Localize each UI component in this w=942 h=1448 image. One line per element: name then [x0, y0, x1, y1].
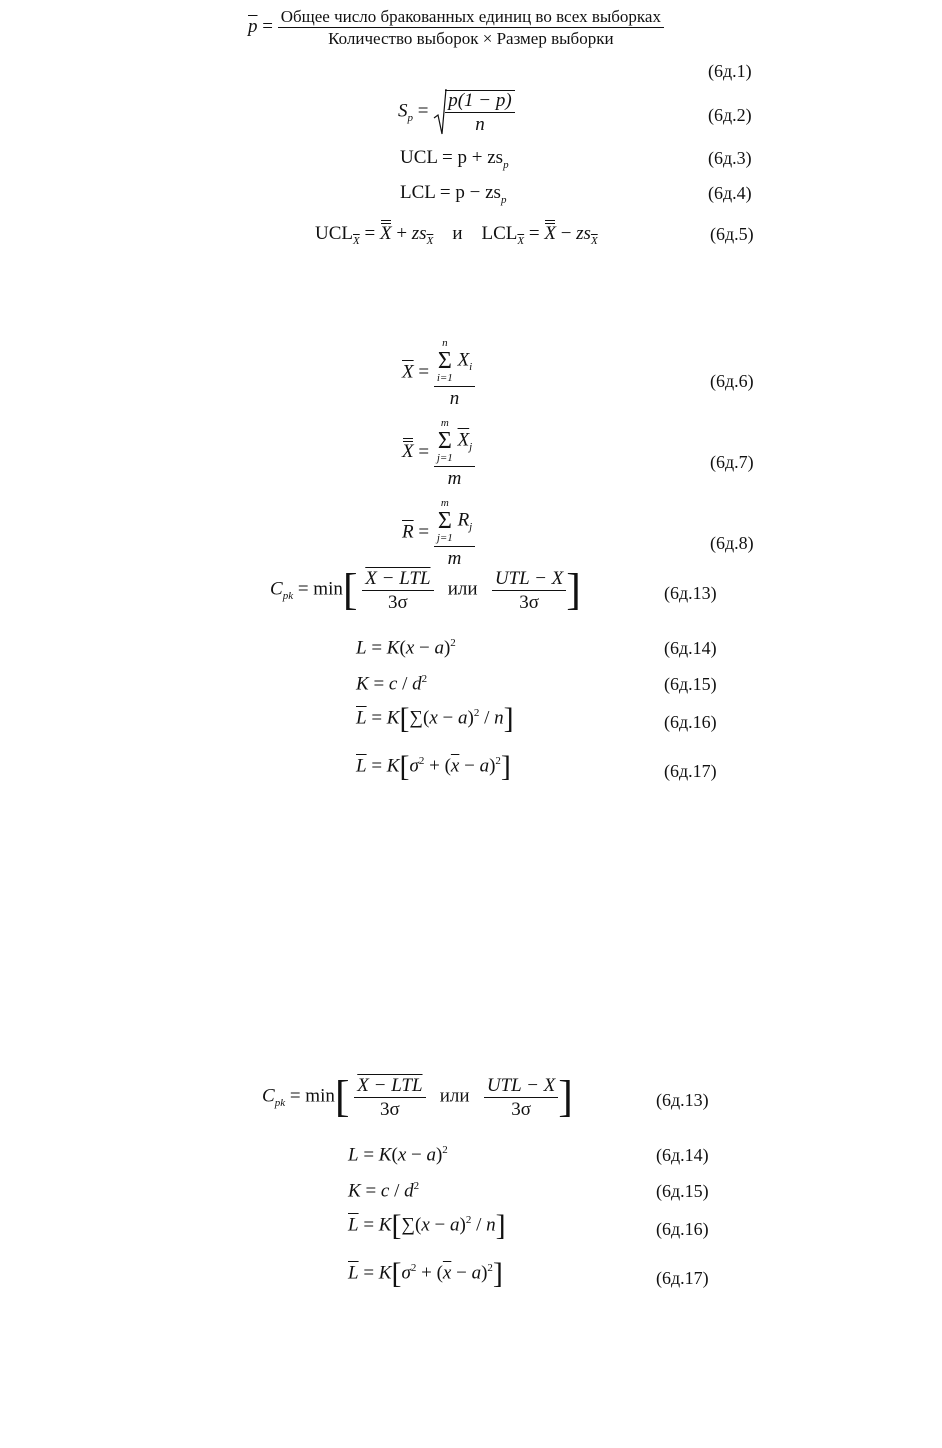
ucl-p-subscript: p: [503, 158, 509, 171]
equation-mean-loss-sum: $\overline{L} = K[\sum(x - a)^2 / n]$: [348, 1209, 506, 1242]
conjunction: и: [452, 223, 463, 244]
equation-label: (6д.6): [710, 371, 754, 391]
equation-label: (6д.15): [656, 1181, 709, 1201]
x-double-bar-fraction: m Σ j=1 $\overline{X}_j$ m: [434, 418, 475, 488]
lcl-text: LCL: [481, 223, 518, 244]
equation-lcl-p: [400, 183, 506, 206]
equation-label: (6д.14): [664, 638, 717, 658]
equation-label: (6д.13): [664, 583, 717, 603]
equation-p-bar: $\overline{p}$ = $\frac{\text{Общее число бракованных единиц во всех выборках}}{\text{Количество выборок × Размер выборки}}$: [248, 8, 664, 47]
equation-cpk: $C_{pk} = \min$[ $\frac{\text{X − LTL}}{3\sigma}$ или $\frac{\text{UTL − X}}{3\sigma}$ ]: [262, 1072, 573, 1121]
equation-k: $K = c / d^2$: [348, 1180, 420, 1202]
r-bar-fraction: m Σ j=1 $R_j$ m: [434, 498, 475, 568]
equation-label: (6д.17): [664, 761, 717, 781]
sp-subscript: p: [407, 112, 413, 125]
equation-k: $K = c / d^2$: [356, 673, 428, 695]
sum-symbol: m Σ j=1: [436, 497, 453, 544]
equation-label: (6д.1): [708, 61, 752, 81]
equation-cpk: $C_{pk} = \min$[ $\frac{\text{X − LTL}}{3\sigma}$ или $\frac{\text{UTL − X}}{3\sigma}$ ]: [270, 565, 581, 614]
equation-x-bar: $\overline{X}$ = n Σ i=1 $X_i$ n: [402, 338, 475, 408]
lcl-p-subscript: p: [500, 193, 507, 206]
equation-label: (6д.13): [656, 1090, 709, 1110]
sp-fraction: [445, 90, 514, 134]
equation-loss: $L = K(x - a)^2$: [348, 1144, 448, 1166]
sum-symbol: m Σ j=1: [436, 417, 453, 464]
equation-label: (6д.7): [710, 452, 754, 472]
sp-denominator: n: [445, 112, 514, 134]
ucl-text: UCL: [315, 223, 353, 244]
equation-ucl-p: [400, 148, 509, 171]
equation-r-bar: $\overline{R}$ = m Σ j=1 $R_j$ m: [402, 498, 475, 568]
equation-label: (6д.4): [708, 183, 752, 203]
equation-mean-loss-variance: $\overline{L} = K[\sigma^2 + (\overline{x} - a)^2]$: [356, 750, 511, 783]
ucl-p-text: UCL = p + zs: [400, 147, 504, 168]
lcl-p-text: LCL = p − zs: [400, 182, 501, 203]
p-bar-denominator: Количество выборок × Размер выборки: [278, 27, 664, 47]
p-bar-numerator: Общее число бракованных единиц во всех выборках: [280, 7, 661, 26]
equation-label: (6д.16): [656, 1219, 709, 1239]
equation-label: (6д.16): [664, 712, 717, 732]
equation-label: (6д.8): [710, 533, 754, 553]
equation-label: (6д.17): [656, 1268, 709, 1288]
equation-label: (6д.2): [708, 105, 752, 125]
equation-control-limits-x: $UCL_{\overline{X}} = X + zs_{\overline{X}}$ и $LCL_{\overline{X}} = X - zs_{\overline{X}}$: [315, 223, 598, 247]
sp-symbol: S: [398, 100, 408, 122]
equation-label: (6д.3): [708, 148, 752, 168]
equation-label: (6д.14): [656, 1145, 709, 1165]
equation-mean-loss-variance: $\overline{L} = K[\sigma^2 + (\overline{x} - a)^2]$: [348, 1257, 503, 1290]
equation-x-double-bar: X = m Σ j=1 $\overline{X}_j$ m: [402, 418, 475, 488]
equation-label: (6д.5): [710, 224, 754, 244]
equation-loss: $L = K(x - a)^2$: [356, 637, 456, 659]
p-bar-fraction: [278, 8, 664, 47]
equation-label: (6д.15): [664, 674, 717, 694]
sum-symbol: n Σ i=1: [436, 337, 453, 384]
sp-numerator: p(1 − p): [448, 90, 512, 111]
equation-sp: $S_p$ = $\frac{p(1 - p)}{n}$: [398, 88, 515, 136]
x-bar-fraction: n Σ i=1 $X_i$ n: [434, 338, 475, 408]
equation-mean-loss-sum: $\overline{L} = K[\sum(x - a)^2 / n]$: [356, 702, 514, 735]
p-bar-symbol: $\overline{p}$: [248, 15, 258, 37]
